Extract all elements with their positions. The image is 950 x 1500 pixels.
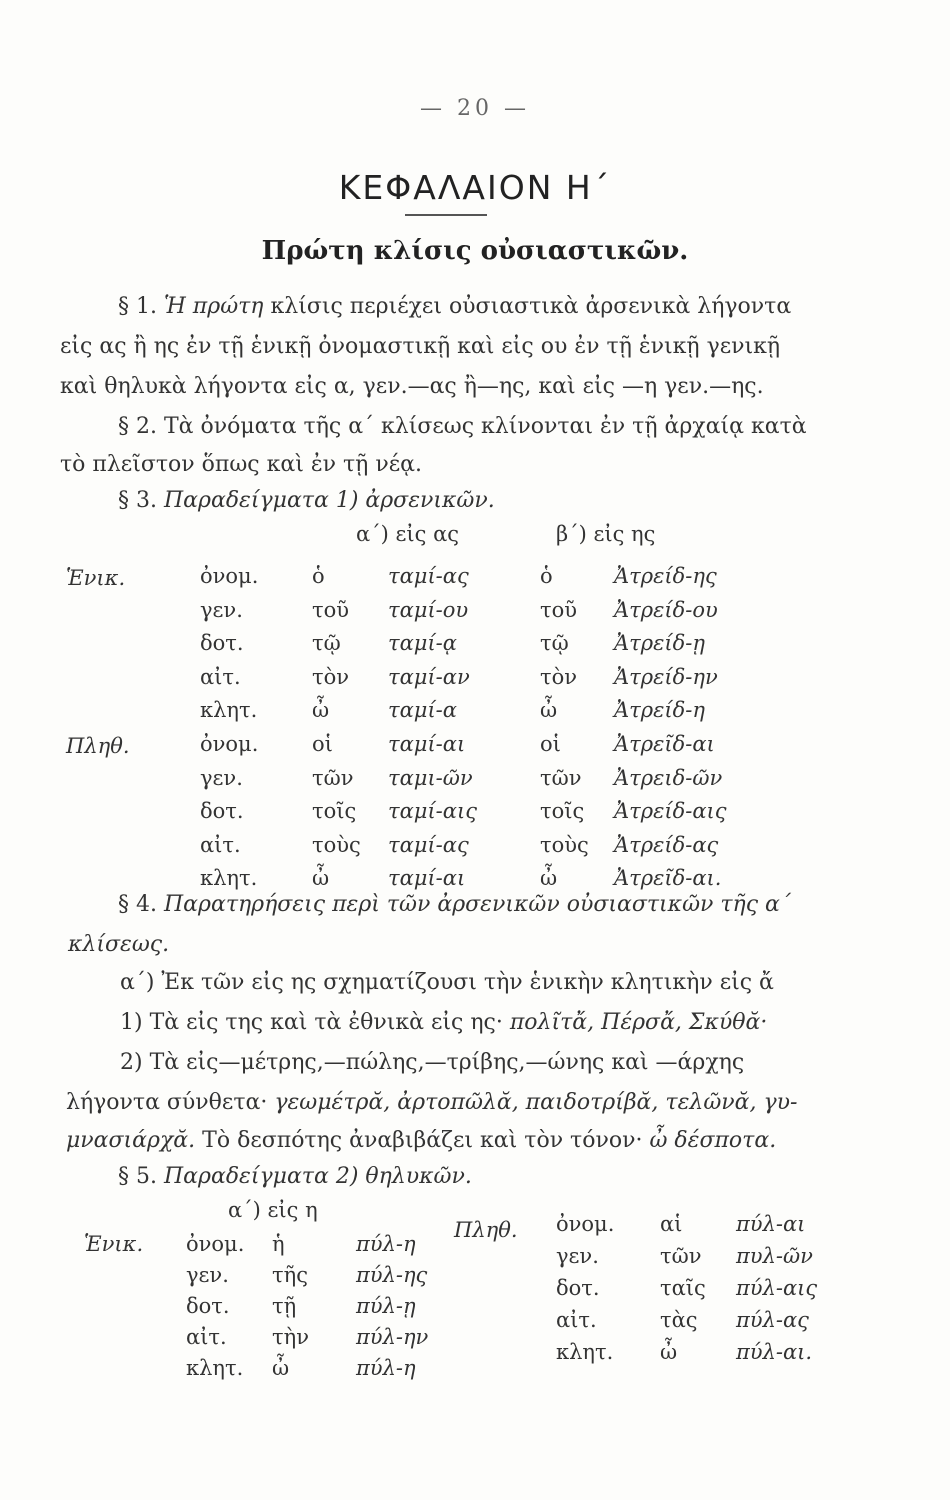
plural-row-word: πυλ-ῶν: [736, 1244, 813, 1268]
paradigm-row-article-b: ὦ: [540, 698, 558, 723]
paradigm-row-word-b: Ἀτρεῖδ-αι.: [614, 866, 722, 891]
paradigm-row-word-a: ταμί-αις: [388, 799, 477, 824]
paradigm-row-article-a: τοῦ: [312, 597, 350, 622]
section-2-line-1: § 2. Τὰ ὀνόματα τῆς α΄ κλίσεως κλίνονται ἐν τῇ ἀρχαίᾳ κατὰ: [118, 414, 807, 439]
paradigm-row-word-b: Ἀτρείδ-αις: [614, 799, 727, 824]
paradigm-row-article-a: οἱ: [312, 732, 333, 756]
paradigm-row-word-b: Ἀτρείδ-ας: [614, 832, 719, 857]
section-4-title-rest: περὶ τῶν ἀρσενικῶν οὐσιαστικῶν τῆς α΄: [332, 892, 791, 917]
paradigm-row-case: δοτ.: [200, 799, 244, 824]
singular-row-article: ὦ: [272, 1356, 290, 1380]
paradigm-row-word-b: Ἀτρείδ-ῃ: [614, 631, 705, 656]
section-4-number: § 4.: [118, 892, 157, 917]
paradigm-row-article-a: τοὺς: [312, 832, 361, 857]
singular-row-word: πύλ-ῃ: [356, 1294, 416, 1318]
section-5-number: § 5.: [118, 1164, 157, 1189]
section-5-singular-label: Ἑνικ.: [84, 1232, 144, 1256]
paradigm-row-case: κλητ.: [200, 698, 258, 723]
paradigm-row-article-b: τοῦ: [540, 597, 578, 622]
paradigm-row-word-a: ταμί-αι: [388, 866, 466, 891]
singular-row-word: πύλ-η: [356, 1356, 416, 1380]
point-2-text: λήγοντα σύνθετα·: [66, 1090, 268, 1115]
paradigm-row-article-a: ὦ: [312, 698, 330, 723]
section-3-column-a-heading: α΄) εἰς ας: [356, 522, 460, 546]
paradigm-row-case: ὀνομ.: [200, 564, 259, 588]
paradigm-row-word-a: ταμί-ας: [388, 564, 469, 588]
singular-row-case: αἰτ.: [186, 1325, 227, 1349]
paradigm-row-article-b: τοὺς: [540, 832, 589, 857]
paradigm-row-word-b: Ἀτρείδ-ου: [614, 597, 718, 622]
title-rule: [405, 214, 487, 216]
section-4-point-2-line-2: [66, 1090, 797, 1115]
section-3-number: § 3.: [118, 488, 157, 513]
paradigm-row-article-a: τῶν: [312, 765, 354, 790]
section-3-column-b-heading: β΄) εἰς ης: [556, 522, 656, 546]
plural-row-article: αἱ: [660, 1212, 683, 1236]
paradigm-row-word-a: ταμί-α: [388, 698, 457, 723]
singular-row-word: πύλ-η: [356, 1232, 416, 1256]
section-1-italic: Ἡ πρώτη: [163, 294, 264, 319]
paradigm-row-word-b: Ἀτρείδ-η: [614, 698, 705, 723]
singular-row-article: τῇ: [272, 1294, 297, 1318]
point-2-example-vocative: ὦ δέσποτα.: [649, 1128, 777, 1153]
paradigm-row-case: γεν.: [200, 765, 243, 790]
plural-row-case: αἰτ.: [556, 1308, 597, 1332]
plural-row-word: πύλ-αις: [736, 1276, 818, 1300]
section-4-point-1: [120, 1010, 767, 1035]
plural-row-word: πύλ-αι.: [736, 1340, 813, 1364]
point-1-examples: πολῖτἄ, Πέρσἄ, Σκύθᾰ·: [509, 1010, 768, 1035]
plural-row-case: δοτ.: [556, 1276, 600, 1300]
chapter-title: ΚΕΦΑΛΑΙΟΝ Η΄: [338, 168, 612, 207]
page-number: — 20 —: [420, 96, 530, 121]
section-4-title: Παρατηρήσεις: [163, 892, 326, 917]
section-subtitle: Πρώτη κλίσις οὐσιαστικῶν.: [261, 236, 689, 266]
section-5-plural-label: Πληθ.: [454, 1218, 518, 1242]
section-1-number: § 1.: [118, 294, 157, 319]
paradigm-row-word-b: Ἀτρείδ-ην: [614, 664, 718, 689]
section-1-text: κλίσις περιέχει οὐσιαστικὰ ἀρσενικὰ λήγοντα: [270, 294, 792, 319]
singular-row-article: ἡ: [272, 1232, 285, 1256]
section-5-title: Παραδείγματα 2) θηλυκῶν.: [163, 1164, 472, 1189]
section-1-line-1: [118, 294, 791, 319]
paradigm-row-article-b: ὁ: [540, 564, 553, 588]
section-3-plural-label: Πληθ.: [66, 734, 130, 758]
section-4-point-2-line-3: [66, 1128, 776, 1153]
plural-row-article: ὦ: [660, 1340, 678, 1364]
paradigm-row-case: κλητ.: [200, 866, 258, 891]
paradigm-row-article-a: τοῖς: [312, 799, 357, 824]
paradigm-row-article-b: ὦ: [540, 866, 558, 891]
singular-row-word: πύλ-ης: [356, 1263, 428, 1287]
paradigm-row-word-b: Ἀτρεῖδ-αι: [614, 732, 715, 756]
plural-row-article: τῶν: [660, 1244, 702, 1268]
paradigm-row-case: αἰτ.: [200, 832, 241, 857]
section-4-note-a: α΄) Ἐκ τῶν εἰς ης σχηματίζουσι τὴν ἑνικὴν κλητικὴν εἰς ἄ: [120, 970, 774, 995]
paradigm-row-article-b: τῷ: [540, 631, 569, 656]
point-2-note: Τὸ δεσπότης ἀναβιβάζει καὶ τὸν τόνον·: [202, 1128, 643, 1153]
paradigm-row-word-a: ταμί-αν: [388, 664, 470, 689]
section-2-line-2: τὸ πλεῖστον ὅπως καὶ ἐν τῇ νέᾳ.: [60, 452, 422, 477]
section-1-line-2: εἰς ας ἢ ης ἐν τῇ ἑνικῇ ὀνομαστικῇ καὶ εἰς ου ἐν τῇ ἑνικῇ γενικῇ: [60, 334, 781, 359]
point-1-text: 1) Τὰ εἰς της καὶ τὰ ἐθνικὰ εἰς ης·: [120, 1010, 503, 1035]
paradigm-row-article-a: ὁ: [312, 564, 325, 588]
paradigm-row-article-b: τὸν: [540, 664, 578, 689]
point-2-examples-end: μνασιάρχᾰ.: [66, 1128, 196, 1153]
singular-row-case: δοτ.: [186, 1294, 230, 1318]
paradigm-row-word-a: ταμί-αι: [388, 732, 466, 756]
paradigm-row-word-a: ταμί-ας: [388, 832, 469, 857]
section-4-line-2: κλίσεως.: [68, 932, 170, 957]
paradigm-row-case: αἰτ.: [200, 664, 241, 689]
paradigm-row-word-a: ταμι-ῶν: [388, 765, 473, 790]
section-4-heading: [118, 892, 791, 917]
paradigm-row-case: γεν.: [200, 597, 243, 622]
section-3-heading: [118, 488, 495, 513]
section-1-line-3: καὶ θηλυκὰ λήγοντα εἰς α, γεν.—ας ἢ—ης, καὶ εἰς —η γεν.—ης.: [60, 374, 764, 399]
section-3-singular-label: Ἑνικ.: [66, 566, 126, 590]
section-5-column-heading: α΄) εἰς η: [228, 1198, 318, 1222]
singular-row-case: κλητ.: [186, 1356, 244, 1380]
plural-row-article: τὰς: [660, 1308, 698, 1332]
section-5-heading: [118, 1164, 472, 1189]
paradigm-row-case: δοτ.: [200, 631, 244, 656]
singular-row-article: τῆς: [272, 1263, 308, 1287]
plural-row-word: πύλ-ας: [736, 1308, 809, 1332]
paradigm-row-article-b: τῶν: [540, 765, 582, 790]
section-4-point-2-line-1: 2) Τὰ εἰς—μέτρης,—πώλης,—τρίβης,—ώνης καὶ —άρχης: [120, 1050, 745, 1075]
singular-row-article: τὴν: [272, 1325, 309, 1349]
paradigm-row-article-a: ὦ: [312, 866, 330, 891]
paradigm-row-word-b: Ἀτρειδ-ῶν: [614, 765, 723, 790]
paradigm-row-article-b: τοῖς: [540, 799, 585, 824]
paradigm-row-word-b: Ἀτρείδ-ης: [614, 564, 717, 588]
paradigm-row-article-b: οἱ: [540, 732, 561, 756]
section-3-title: Παραδείγματα 1) ἀρσενικῶν.: [163, 488, 495, 513]
point-2-examples: γεωμέτρᾰ, ἀρτοπῶλᾰ, παιδοτρίβᾰ, τελῶνᾰ, γυ-: [274, 1090, 798, 1115]
paradigm-row-case: ὀνομ.: [200, 732, 259, 756]
paradigm-row-article-a: τῷ: [312, 631, 341, 656]
plural-row-word: πύλ-αι: [736, 1212, 806, 1236]
plural-row-case: κλητ.: [556, 1340, 614, 1364]
plural-row-article: ταῖς: [660, 1276, 706, 1300]
singular-row-case: ὀνομ.: [186, 1232, 245, 1256]
paradigm-row-word-a: ταμί-ου: [388, 597, 469, 622]
plural-row-case: γεν.: [556, 1244, 599, 1268]
paradigm-row-word-a: ταμί-ᾳ: [388, 631, 457, 656]
singular-row-case: γεν.: [186, 1263, 229, 1287]
singular-row-word: πύλ-ην: [356, 1325, 429, 1349]
plural-row-case: ὀνομ.: [556, 1212, 615, 1236]
paradigm-row-article-a: τὸν: [312, 664, 350, 689]
